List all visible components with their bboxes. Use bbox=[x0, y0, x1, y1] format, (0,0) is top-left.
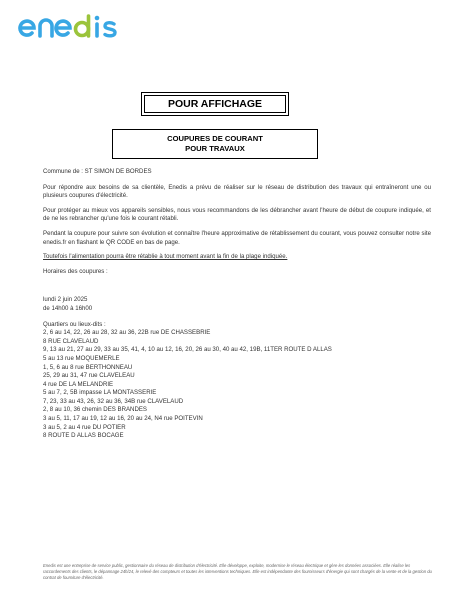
address-item: 3 au 5, 2 au 4 rue DU POTIER bbox=[43, 423, 126, 431]
notice-body bbox=[43, 168, 431, 441]
commune-line: Commune de : ST SIMON DE BORDES bbox=[43, 168, 152, 175]
paragraph-1: Pour répondre aux besoins de sa clientèle, Enedis a prévu de réaliser sur le réseau de distribution des travaux qui entraîneront une ou plusieurs coupures d'électricité. bbox=[43, 183, 431, 200]
paragraph-3: Pendant la coupure pour suivre son évolution et connaître l'heure approximative de rétablissement du courant, vous pouvez consulter notre site enedis.fr en flashant le QR CODE en bas de page. bbox=[43, 229, 431, 246]
address-item: 8 RUE CLAVELAUD bbox=[43, 337, 99, 345]
header-box-title: POUR AFFICHAGE bbox=[144, 95, 286, 113]
address-item: 25, 29 au 31, 47 rue CLAVELEAU bbox=[43, 372, 135, 380]
address-item: 7, 23, 33 au 43, 26, 32 au 36, 34B rue CLAVELAUD bbox=[43, 397, 184, 405]
subject-line-2: POUR TRAVAUX bbox=[185, 144, 245, 153]
address-item: 1, 5, 6 au 8 rue BERTHONNEAU bbox=[43, 363, 133, 371]
cut-date: lundi 2 juin 2025 bbox=[43, 296, 88, 304]
address-list bbox=[43, 329, 431, 441]
address-item: 5 au 7, 2, 5B impasse LA MONTASSERIE bbox=[43, 389, 157, 397]
horaires-label: Horaires des coupures : bbox=[43, 267, 108, 275]
enedis-logo bbox=[18, 10, 128, 42]
enedis-logo-icon bbox=[18, 10, 128, 42]
address-item: 2, 6 au 14, 22, 26 au 28, 32 au 36, 22B rue DE CHASSEBRIE bbox=[43, 329, 211, 337]
paragraph-2: Pour protéger au mieux vos appareils sensibles, nous vous recommandons de les débrancher avant l'heure de début de coupure indiquée, et de ne les rebrancher qu'une fois le courant rétabli. bbox=[43, 206, 431, 223]
address-item: 8 ROUTE D ALLAS BOCAGE bbox=[43, 432, 124, 440]
address-item: 2, 8 au 10, 36 chemin DES BRANDES bbox=[43, 406, 147, 414]
address-item: 9, 13 au 21, 27 au 29, 33 au 35, 41, 4, 10 au 12, 16, 20, 26 au 30, 40 au 42, 19B, 11TER ROUTE D ALLAS bbox=[43, 346, 332, 354]
subject-box bbox=[112, 129, 318, 159]
subject-line-1: COUPURES DE COURANT bbox=[167, 133, 263, 143]
address-item: 4 rue DE LA MELANDRIE bbox=[43, 380, 114, 388]
address-item: 5 au 13 rue MOQUEMERLE bbox=[43, 354, 120, 362]
footer-disclaimer: Enedis est une entreprise de service public, gestionnaire du réseau de distribution d'électricité. Elle développe, exploite, modernise le réseau électrique et gère les données associées. Elle réalise les raccordements des clients, le dépannage 24h/24, le relevé des compteurs et toutes les interventions techniques. Elle est indépendante des fournisseurs d'énergie qui sont chargés de la vente et de la gestion du contrat de fourniture d'électricité. bbox=[43, 563, 432, 580]
paragraph-4: Toutefois l'alimentation pourra être rétablie à tout moment avant la fin de la plage indiquée. bbox=[43, 253, 288, 261]
quartiers-label: Quartiers ou lieux-dits : bbox=[43, 320, 106, 328]
cut-time: de 14h00 à 16h00 bbox=[43, 304, 93, 312]
address-item: 3 au 5, 11, 17 au 19, 12 au 16, 20 au 24, N4 rue POITEVIN bbox=[43, 415, 203, 423]
